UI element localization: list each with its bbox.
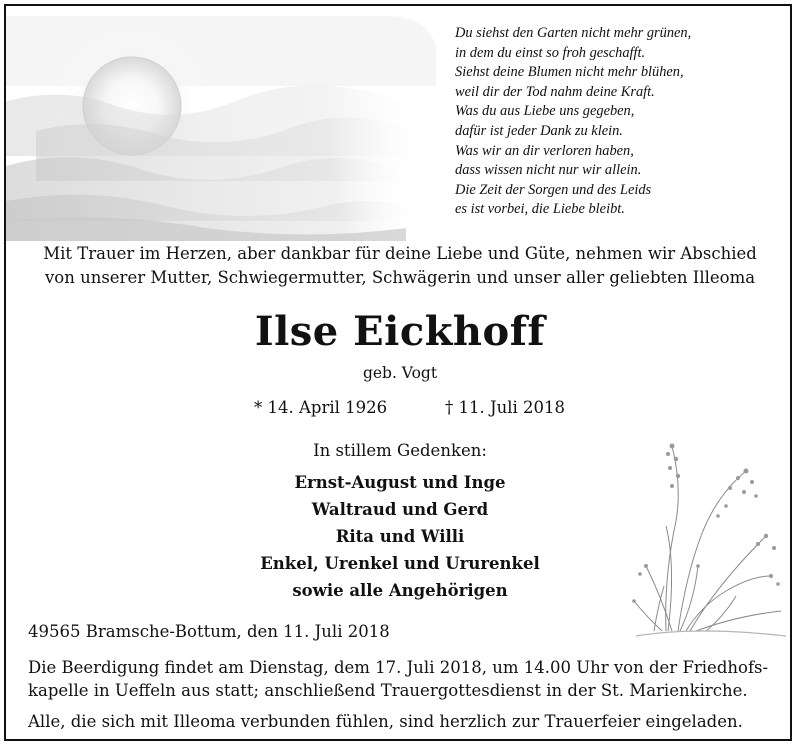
funeral-info-line-2: kapelle in Ueffeln aus statt; anschließend Trauergottesdienst in der St. Marienkirche. <box>28 681 748 700</box>
intro-text <box>6 242 792 290</box>
mourner-entry: Rita und Willi <box>335 527 465 546</box>
poem-line: in dem du einst so froh geschafft. <box>455 44 646 61</box>
deceased-name: Ilse Eickhoff <box>254 308 546 355</box>
birth-date: * 14. April 1926 <box>254 398 388 417</box>
poem <box>455 24 785 220</box>
place-date: 49565 Bramsche-Bottum, den 11. Juli 2018 <box>28 622 390 641</box>
poem-line: es ist vorbei, die Liebe bleibt. <box>455 201 625 218</box>
poem-line: dafür ist jeder Dank zu klein. <box>455 122 623 139</box>
memory-heading: In stillem Gedenken: <box>313 441 487 460</box>
poem-line: Du siehst den Garten nicht mehr grünen, <box>455 25 692 41</box>
obituary-notice <box>4 4 792 741</box>
intro-line-2: von unserer Mutter, Schwiegermutter, Schwägerin und unser aller geliebten Illeoma <box>44 268 756 287</box>
mourners-list <box>6 469 792 604</box>
death-date: † 11. Juli 2018 <box>445 398 566 417</box>
moon-landscape-image <box>6 6 446 241</box>
poem-line: dass wissen nicht nur wir allein. <box>455 162 642 179</box>
mourner-entry: Waltraud und Gerd <box>311 500 489 519</box>
mourner-entry: sowie alle Angehörigen <box>292 581 508 600</box>
funeral-info-line-1: Die Beerdigung findet am Dienstag, dem 17. Juli 2018, um 14.00 Uhr von der Friedhofs- <box>28 658 769 677</box>
mourner-entry: Ernst-August und Inge <box>294 473 506 492</box>
poem-line: Die Zeit der Sorgen und des Leids <box>455 181 652 198</box>
poem-line: Was du aus Liebe uns gegeben, <box>455 103 635 120</box>
mourner-entry: Enkel, Urenkel und Ururenkel <box>260 554 540 573</box>
intro-line-1: Mit Trauer im Herzen, aber dankbar für deine Liebe und Güte, nehmen wir Abschied <box>43 244 757 263</box>
maiden-name: geb. Vogt <box>362 364 438 382</box>
poem-line: weil dir der Tod nahm deine Kraft. <box>455 83 655 100</box>
poem-line: Siehst deine Blumen nicht mehr blühen, <box>455 64 684 81</box>
poem-line: Was wir an dir verloren haben, <box>455 142 634 159</box>
invitation-text: Alle, die sich mit Illeoma verbunden fühlen, sind herzlich zur Trauerfeier eingeladen. <box>28 712 743 731</box>
